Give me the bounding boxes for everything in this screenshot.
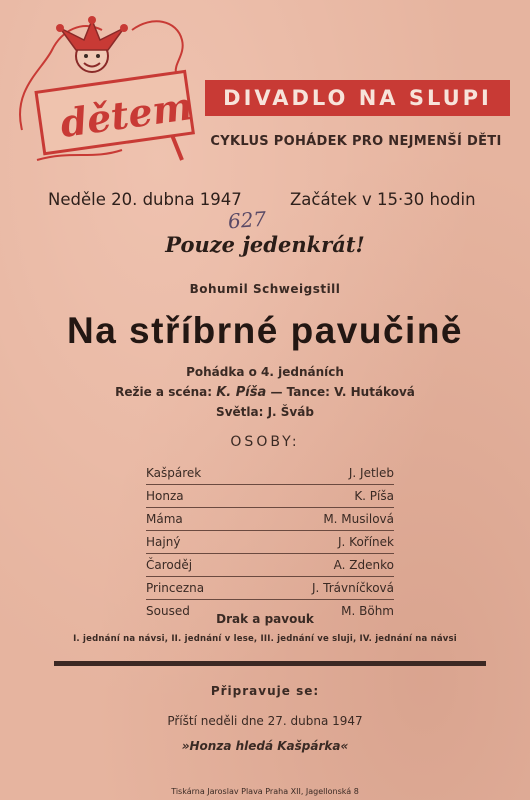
- play-subtitle: Pohádka o 4. jednáních: [186, 365, 344, 379]
- cast-actor: M. Böhm: [341, 604, 394, 618]
- cast-actor: K. Píša: [354, 489, 394, 503]
- cast-role: Hajný: [146, 535, 181, 549]
- play-title: Na stříbrné pavučině: [66, 310, 463, 351]
- play-author: Bohumil Schweigstill: [189, 282, 341, 296]
- logo: [12, 10, 212, 170]
- event-date: Neděle 20. dubna 1947: [48, 190, 242, 209]
- cast-role: Máma: [146, 512, 183, 526]
- cast-actor: J. Kořínek: [338, 535, 394, 549]
- divider: [54, 661, 486, 666]
- dance-label: — Tance:: [270, 385, 330, 399]
- cast-actor: A. Zdenko: [333, 558, 394, 572]
- cast-role: Soused: [146, 604, 190, 618]
- upcoming-heading: Připravuje se:: [210, 684, 320, 698]
- cast-role: Princezna: [146, 581, 205, 595]
- cast-list: [146, 462, 394, 622]
- handwritten-number: 627: [227, 206, 267, 234]
- event-start-time: Začátek v 15·30 hodin: [290, 190, 476, 209]
- cycle-subtitle: CYKLUS POHÁDEK PRO NEJMENŠÍ DĚTI: [210, 134, 502, 149]
- printer-credit: Tiskárna Jaroslav Plava Praha XII, Jagellonská 8: [171, 787, 359, 796]
- cast-row: [146, 531, 394, 554]
- cast-actor: J. Trávníčková: [312, 581, 394, 595]
- lights-credit: Světla: J. Šváb: [216, 405, 314, 419]
- credits-line: [0, 385, 530, 400]
- upcoming-title: »Honza hledá Kašpárka«: [181, 739, 349, 753]
- cast-row: [146, 485, 394, 508]
- cast-row: [146, 462, 394, 485]
- cast-actor: J. Jetleb: [348, 466, 394, 480]
- cast-row: [146, 554, 394, 577]
- dance-name: V. Hutáková: [334, 385, 415, 399]
- cast-row: [146, 577, 394, 600]
- cast-role: Honza: [146, 489, 184, 503]
- extra-characters: Drak a pavouk: [216, 612, 314, 626]
- acts-list: I. jednání na návsi, II. jednání v lese, III. jednání ve sluji, IV. jednání na návsi: [73, 634, 457, 644]
- once-only-notice: Pouze jedenkrát!: [165, 232, 365, 257]
- upcoming-date: Příští neděli dne 27. dubna 1947: [167, 714, 363, 728]
- cast-actor: M. Musilová: [323, 512, 394, 526]
- theatre-banner: DIVADLO NA SLUPI: [205, 80, 510, 116]
- cast-row: [146, 508, 394, 531]
- cast-role: Čaroděj: [146, 558, 193, 572]
- cast-role: Kašpárek: [146, 466, 202, 480]
- logo-text: dětem: [57, 82, 196, 147]
- direction-label: Režie a scéna:: [115, 385, 213, 399]
- direction-name: K. Píša: [216, 385, 267, 400]
- cast-heading: OSOBY:: [230, 434, 300, 450]
